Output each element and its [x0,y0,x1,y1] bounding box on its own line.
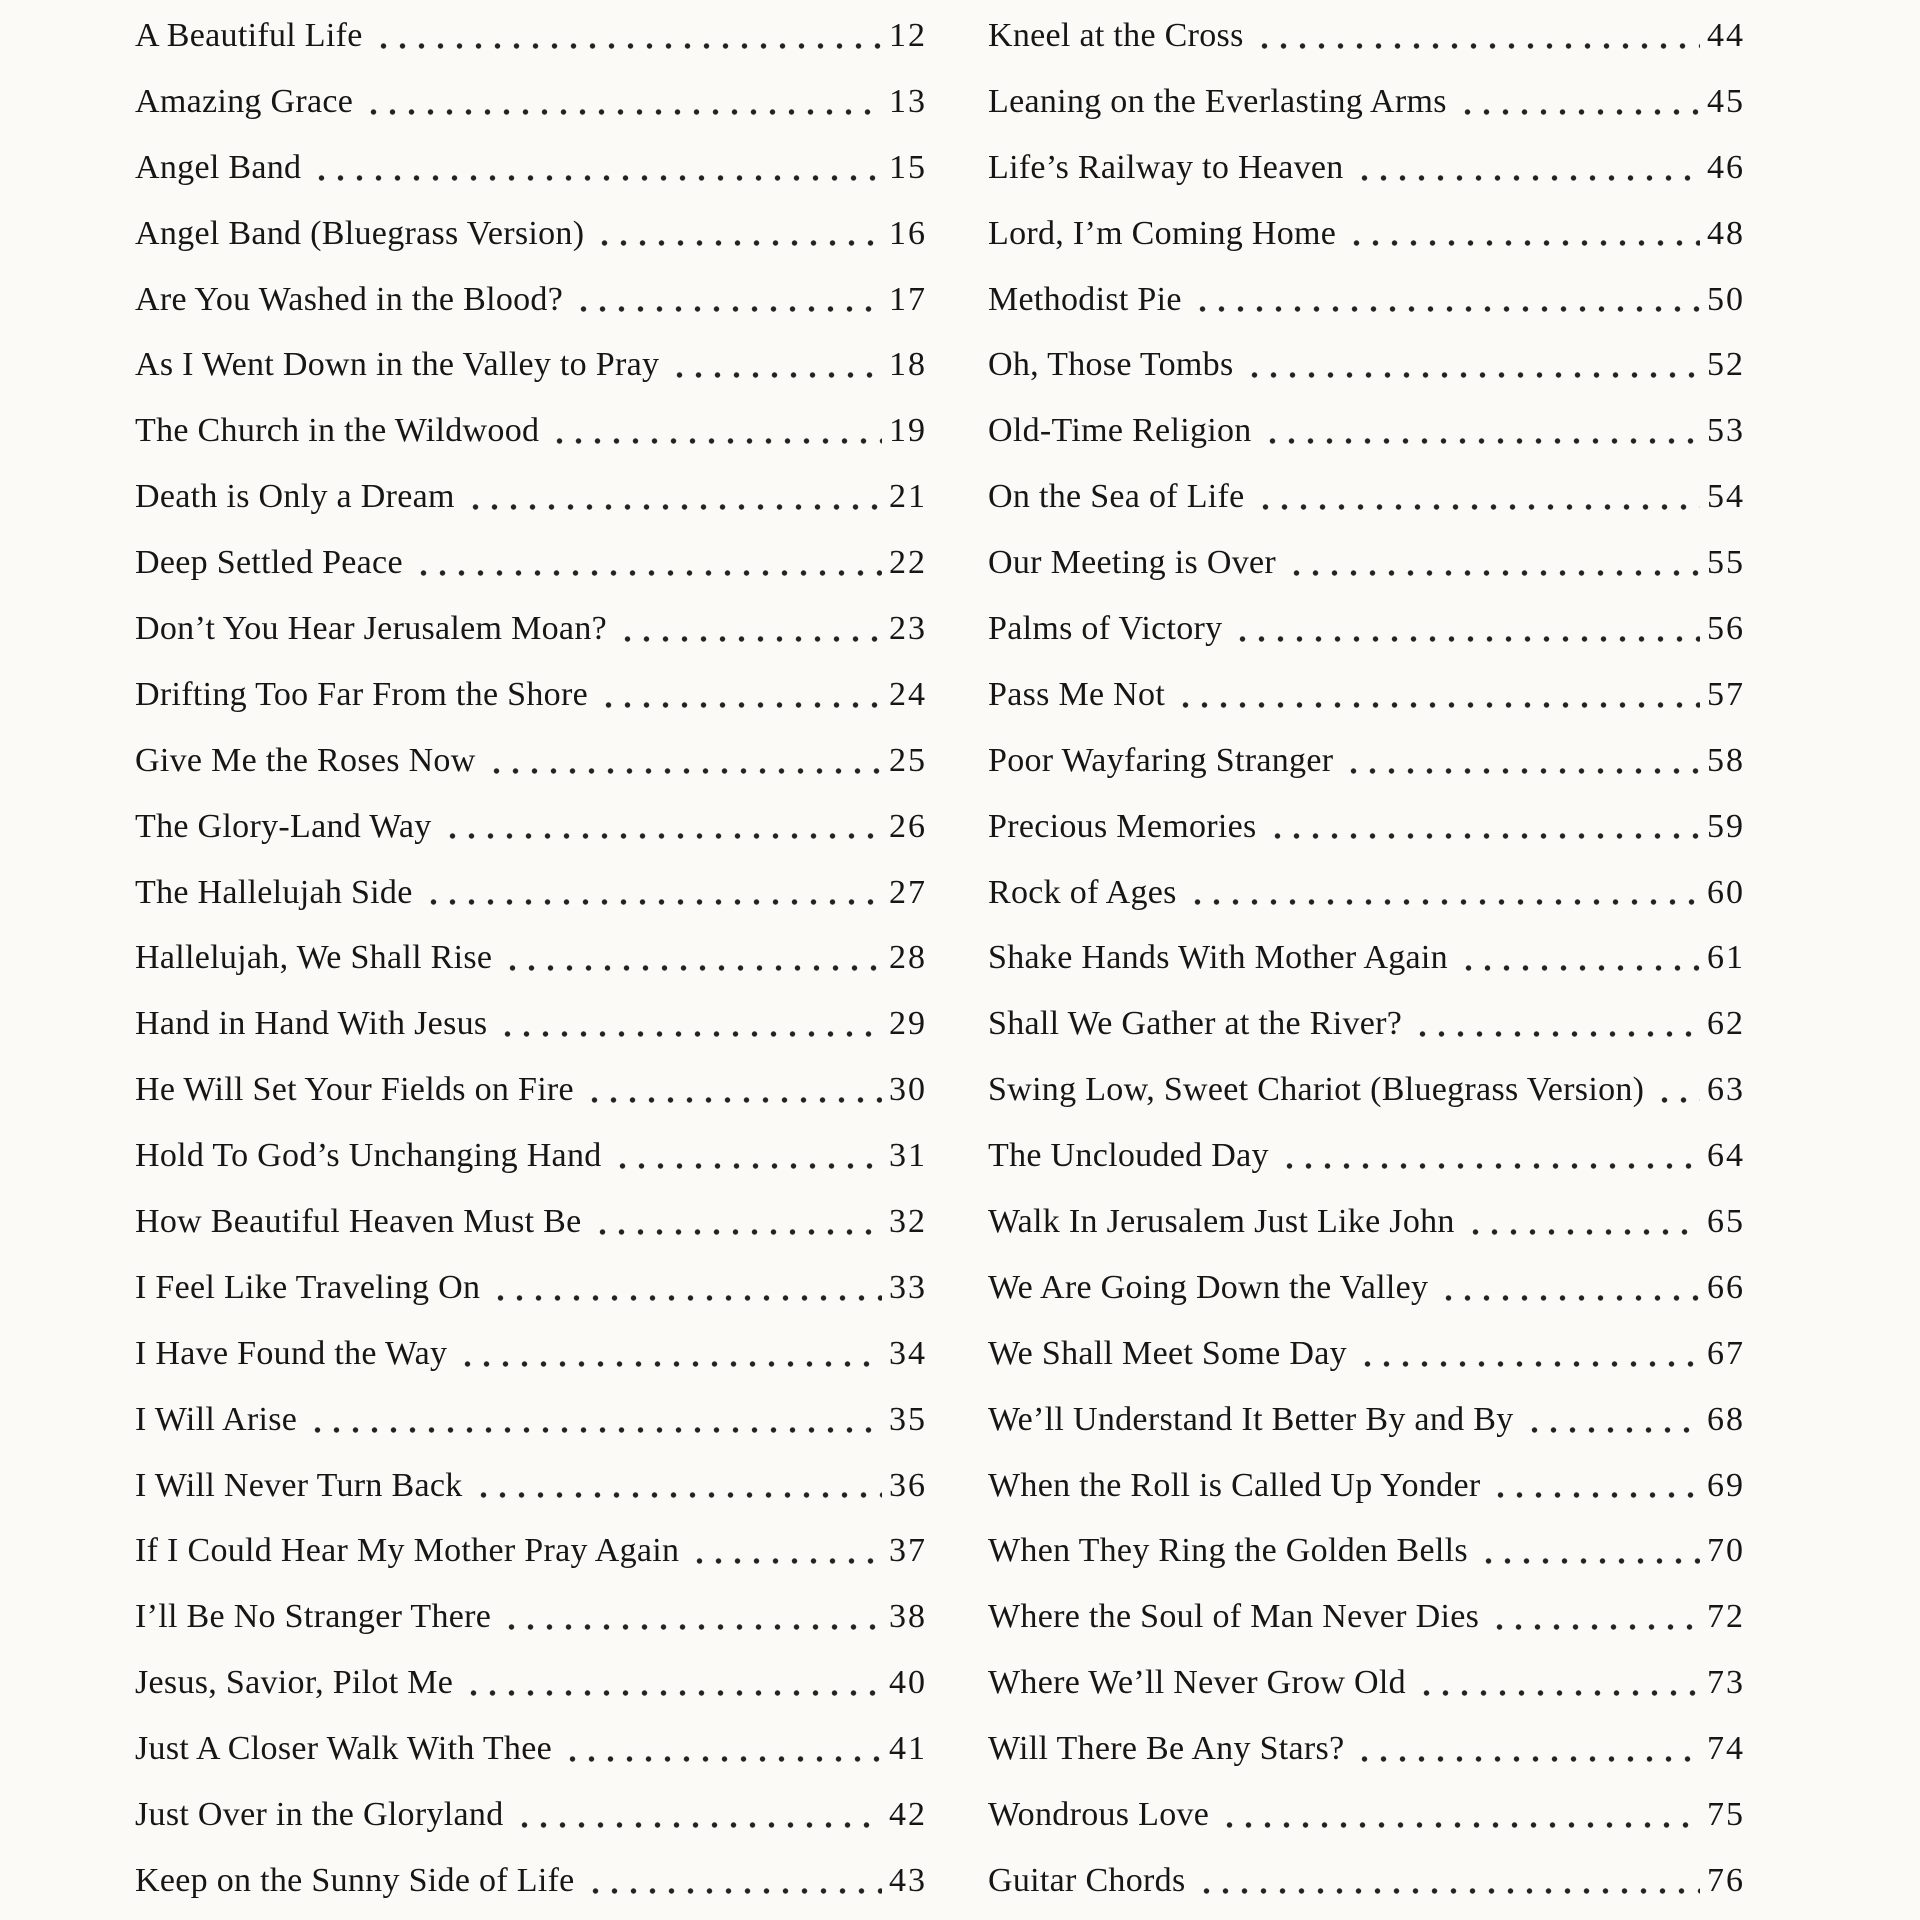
dot-leader [1456,82,1700,123]
toc-row [135,345,927,386]
page-number: 36 [889,1466,927,1504]
song-title: Where We’ll Never Grow Old [988,1664,1406,1702]
song-title: Walk In Jerusalem Just Like John [988,1203,1455,1241]
song-title: Palms of Victory [988,610,1223,648]
toc-row [988,1202,1745,1243]
page-number: 35 [889,1400,927,1438]
song-title: Rock of Ages [988,873,1177,911]
song-title: Life’s Railway to Heaven [988,148,1344,186]
song-title: Shall We Gather at the River? [988,1005,1403,1043]
page-number: 45 [1707,82,1745,120]
song-title: Guitar Chords [988,1861,1186,1899]
page-number: 38 [889,1598,927,1636]
dot-leader [561,1729,882,1770]
song-title: Death is Only a Dream [135,478,455,516]
toc-row [135,82,927,123]
song-title: The Glory-Land Way [135,807,432,845]
toc-row [988,16,1745,57]
song-title: Hallelujah, We Shall Rise [135,939,493,977]
page-number: 13 [889,82,927,120]
toc-row [988,1531,1745,1572]
page-number: 42 [889,1796,927,1834]
dot-leader [1345,214,1700,255]
dot-leader [688,1531,882,1572]
dot-leader [1488,1597,1700,1638]
song-title: How Beautiful Heaven Must Be [135,1203,582,1241]
song-title: Jesus, Savior, Pilot Me [135,1664,454,1702]
page-number: 12 [889,17,927,54]
song-title: I’ll Be No Stranger There [135,1598,492,1636]
song-title: He Will Set Your Fields on Fire [135,1071,574,1109]
page-number: 28 [889,939,927,977]
song-title: We Are Going Down the Valley [988,1268,1429,1306]
page-number: 57 [1707,675,1745,713]
page-number: 17 [889,280,927,318]
page-number: 15 [889,148,927,186]
toc-row [988,675,1745,716]
toc-row [988,214,1745,255]
dot-leader [1464,1202,1700,1243]
dot-leader [1353,148,1700,189]
toc-row [988,1861,1745,1902]
page-number: 26 [889,807,927,845]
page-number: 31 [889,1137,927,1175]
dot-leader [306,1400,882,1441]
song-title: As I Went Down in the Valley to Pray [135,346,660,384]
page-number: 62 [1707,1005,1745,1043]
page-number: 33 [889,1268,927,1306]
song-title: Hand in Hand With Jesus [135,1005,488,1043]
dot-leader [1191,280,1700,321]
song-title: Where the Soul of Man Never Dies [988,1598,1480,1636]
toc-row [135,1795,927,1836]
page-number: 48 [1707,214,1745,252]
toc-row [135,609,927,650]
song-title: If I Could Hear My Mother Pray Again [135,1532,680,1570]
dot-leader [1285,543,1700,584]
toc-row [988,807,1745,848]
dot-leader [441,807,882,848]
toc-row [135,148,927,189]
page-number: 16 [889,214,927,252]
dot-leader [472,1466,882,1507]
song-title: Oh, Those Tombs [988,346,1234,384]
dot-leader [464,477,882,518]
song-title: The Hallelujah Side [135,873,413,911]
song-title: Keep on the Sunny Side of Life [135,1861,575,1899]
page-number: 74 [1707,1730,1745,1768]
toc-row [988,1136,1745,1177]
toc-column-left [135,16,927,1902]
dot-leader [1243,345,1701,386]
page-number: 53 [1707,412,1745,450]
page-number: 73 [1707,1664,1745,1702]
toc-row [988,938,1745,979]
song-title: Deep Settled Peace [135,544,403,582]
dot-leader [1218,1795,1700,1836]
dot-leader [412,543,882,584]
song-title: I Feel Like Traveling On [135,1268,481,1306]
page-number: 30 [889,1071,927,1109]
page-number: 65 [1707,1203,1745,1241]
song-title: Give Me the Roses Now [135,741,476,779]
song-title: The Church in the Wildwood [135,412,540,450]
dot-leader [1278,1136,1700,1177]
dot-leader [1437,1268,1700,1309]
song-title: Pass Me Not [988,675,1166,713]
song-title: Are You Washed in the Blood? [135,280,564,318]
song-title: Methodist Pie [988,280,1182,318]
toc-row [988,1268,1745,1309]
page-number: 61 [1707,939,1745,977]
toc-row [135,1729,927,1770]
song-title: Will There Be Any Stars? [988,1730,1345,1768]
page-number: 52 [1707,346,1745,384]
dot-leader [1254,477,1700,518]
dot-leader [583,1070,882,1111]
toc-row [135,1466,927,1507]
dot-leader [1356,1334,1700,1375]
song-title: Shake Hands With Mother Again [988,939,1448,977]
toc-row [135,1400,927,1441]
song-title: Swing Low, Sweet Chariot (Bluegrass Version) [988,1071,1645,1109]
page-number: 56 [1707,610,1745,648]
page-number: 27 [889,873,927,911]
dot-leader [597,675,882,716]
page-number: 70 [1707,1532,1745,1570]
dot-leader [1266,807,1700,848]
dot-leader [611,1136,882,1177]
toc-row [988,1795,1745,1836]
song-title: The Unclouded Day [988,1137,1269,1175]
song-title: We Shall Meet Some Day [988,1334,1347,1372]
page-number: 44 [1707,17,1745,54]
page-number: 24 [889,675,927,713]
song-title: Our Meeting is Over [988,544,1277,582]
toc-row [135,1136,927,1177]
dot-leader [1261,411,1700,452]
toc-row [988,1400,1745,1441]
toc-row [135,477,927,518]
page-number: 34 [889,1334,927,1372]
song-title: Just Over in the Gloryland [135,1796,504,1834]
toc-row [988,1466,1745,1507]
dot-leader [1174,675,1700,716]
dot-leader [591,1202,882,1243]
dot-leader [1489,1466,1700,1507]
dot-leader [1523,1400,1701,1441]
toc-row [988,543,1745,584]
toc-row [135,1268,927,1309]
dot-leader [548,411,882,452]
page-number: 25 [889,741,927,779]
dot-leader [485,741,882,782]
dot-leader [372,16,882,57]
toc-row [988,1004,1745,1045]
dot-leader [462,1663,882,1704]
toc-row [135,675,927,716]
toc-row [135,280,927,321]
page-number: 19 [889,412,927,450]
page-number: 40 [889,1664,927,1702]
page-number: 63 [1707,1071,1745,1109]
dot-leader [422,873,882,914]
toc-row [988,873,1745,914]
toc-row [135,1531,927,1572]
dot-leader [501,938,882,979]
song-title: Hold To God’s Unchanging Hand [135,1137,602,1175]
dot-leader [310,148,882,189]
page-number: 68 [1707,1400,1745,1438]
toc-row [135,214,927,255]
page-number: 29 [889,1005,927,1043]
dot-leader [584,1861,882,1902]
toc-row [988,1070,1745,1111]
toc-row [135,16,927,57]
song-title: Amazing Grace [135,82,354,120]
song-title: When the Roll is Called Up Yonder [988,1466,1481,1504]
toc-row [988,411,1745,452]
song-title: Wondrous Love [988,1796,1210,1834]
song-title: A Beautiful Life [135,17,363,54]
page-number: 22 [889,544,927,582]
toc-row [135,873,927,914]
toc-row [988,148,1745,189]
dot-leader [1457,938,1700,979]
toc-column-right [988,16,1745,1902]
song-title: I Will Arise [135,1400,298,1438]
page-number: 23 [889,610,927,648]
toc-row [988,477,1745,518]
toc-row [135,411,927,452]
dot-leader [496,1004,882,1045]
dot-leader [489,1268,882,1309]
dot-leader [616,609,882,650]
toc-row [988,1663,1745,1704]
toc-row [988,1597,1745,1638]
page-number: 59 [1707,807,1745,845]
page-number: 50 [1707,280,1745,318]
page-number: 67 [1707,1334,1745,1372]
page-number: 43 [889,1861,927,1899]
song-title: Poor Wayfaring Stranger [988,741,1334,779]
toc-row [135,807,927,848]
dot-leader [1195,1861,1701,1902]
toc-row [988,82,1745,123]
page-number: 60 [1707,873,1745,911]
dot-leader [572,280,882,321]
page-number: 32 [889,1203,927,1241]
page-number: 72 [1707,1598,1745,1636]
toc-row [135,543,927,584]
toc-row [988,345,1745,386]
toc-row [135,741,927,782]
dot-leader [1186,873,1700,914]
dot-leader [500,1597,882,1638]
toc-row [135,1597,927,1638]
toc-row [135,938,927,979]
page-number: 37 [889,1532,927,1570]
page-number: 64 [1707,1137,1745,1175]
song-title: I Have Found the Way [135,1334,448,1372]
song-title: Kneel at the Cross [988,17,1244,54]
page-number: 18 [889,346,927,384]
page-number: 54 [1707,478,1745,516]
toc-row [988,1729,1745,1770]
page-number: 58 [1707,741,1745,779]
page-number: 55 [1707,544,1745,582]
dot-leader [456,1334,882,1375]
dot-leader [1342,741,1700,782]
song-title: We’ll Understand It Better By and By [988,1400,1514,1438]
toc-row [988,1334,1745,1375]
song-title: Angel Band [135,148,302,186]
toc-row [135,1334,927,1375]
page-number: 46 [1707,148,1745,186]
toc-row [135,1004,927,1045]
toc-row [135,1663,927,1704]
page-number: 69 [1707,1466,1745,1504]
toc-row [988,609,1745,650]
dot-leader [1353,1729,1700,1770]
dot-leader [1231,609,1700,650]
song-title: Drifting Too Far From the Shore [135,675,588,713]
toc-row [988,741,1745,782]
song-title: Don’t You Hear Jerusalem Moan? [135,610,608,648]
song-title: Lord, I’m Coming Home [988,214,1337,252]
dot-leader [1653,1070,1700,1111]
toc-row [988,280,1745,321]
song-title: Angel Band (Bluegrass Version) [135,214,585,252]
dot-leader [1411,1004,1700,1045]
song-title: Old-Time Religion [988,412,1252,450]
page-number: 21 [889,478,927,516]
song-title: On the Sea of Life [988,478,1245,516]
page-number: 41 [889,1730,927,1768]
song-title: When They Ring the Golden Bells [988,1532,1468,1570]
toc-row [135,1202,927,1243]
dot-leader [1415,1663,1700,1704]
toc-row [135,1861,927,1902]
page-number: 76 [1707,1861,1745,1899]
dot-leader [513,1795,882,1836]
dot-leader [362,82,882,123]
toc-row [135,1070,927,1111]
song-title: Precious Memories [988,807,1257,845]
dot-leader [593,214,882,255]
dot-leader [1253,16,1700,57]
dot-leader [668,345,882,386]
song-title: Leaning on the Everlasting Arms [988,82,1447,120]
dot-leader [1477,1531,1700,1572]
song-title: I Will Never Turn Back [135,1466,463,1504]
page-number: 75 [1707,1796,1745,1834]
song-title: Just A Closer Walk With Thee [135,1730,553,1768]
page-number: 66 [1707,1268,1745,1306]
